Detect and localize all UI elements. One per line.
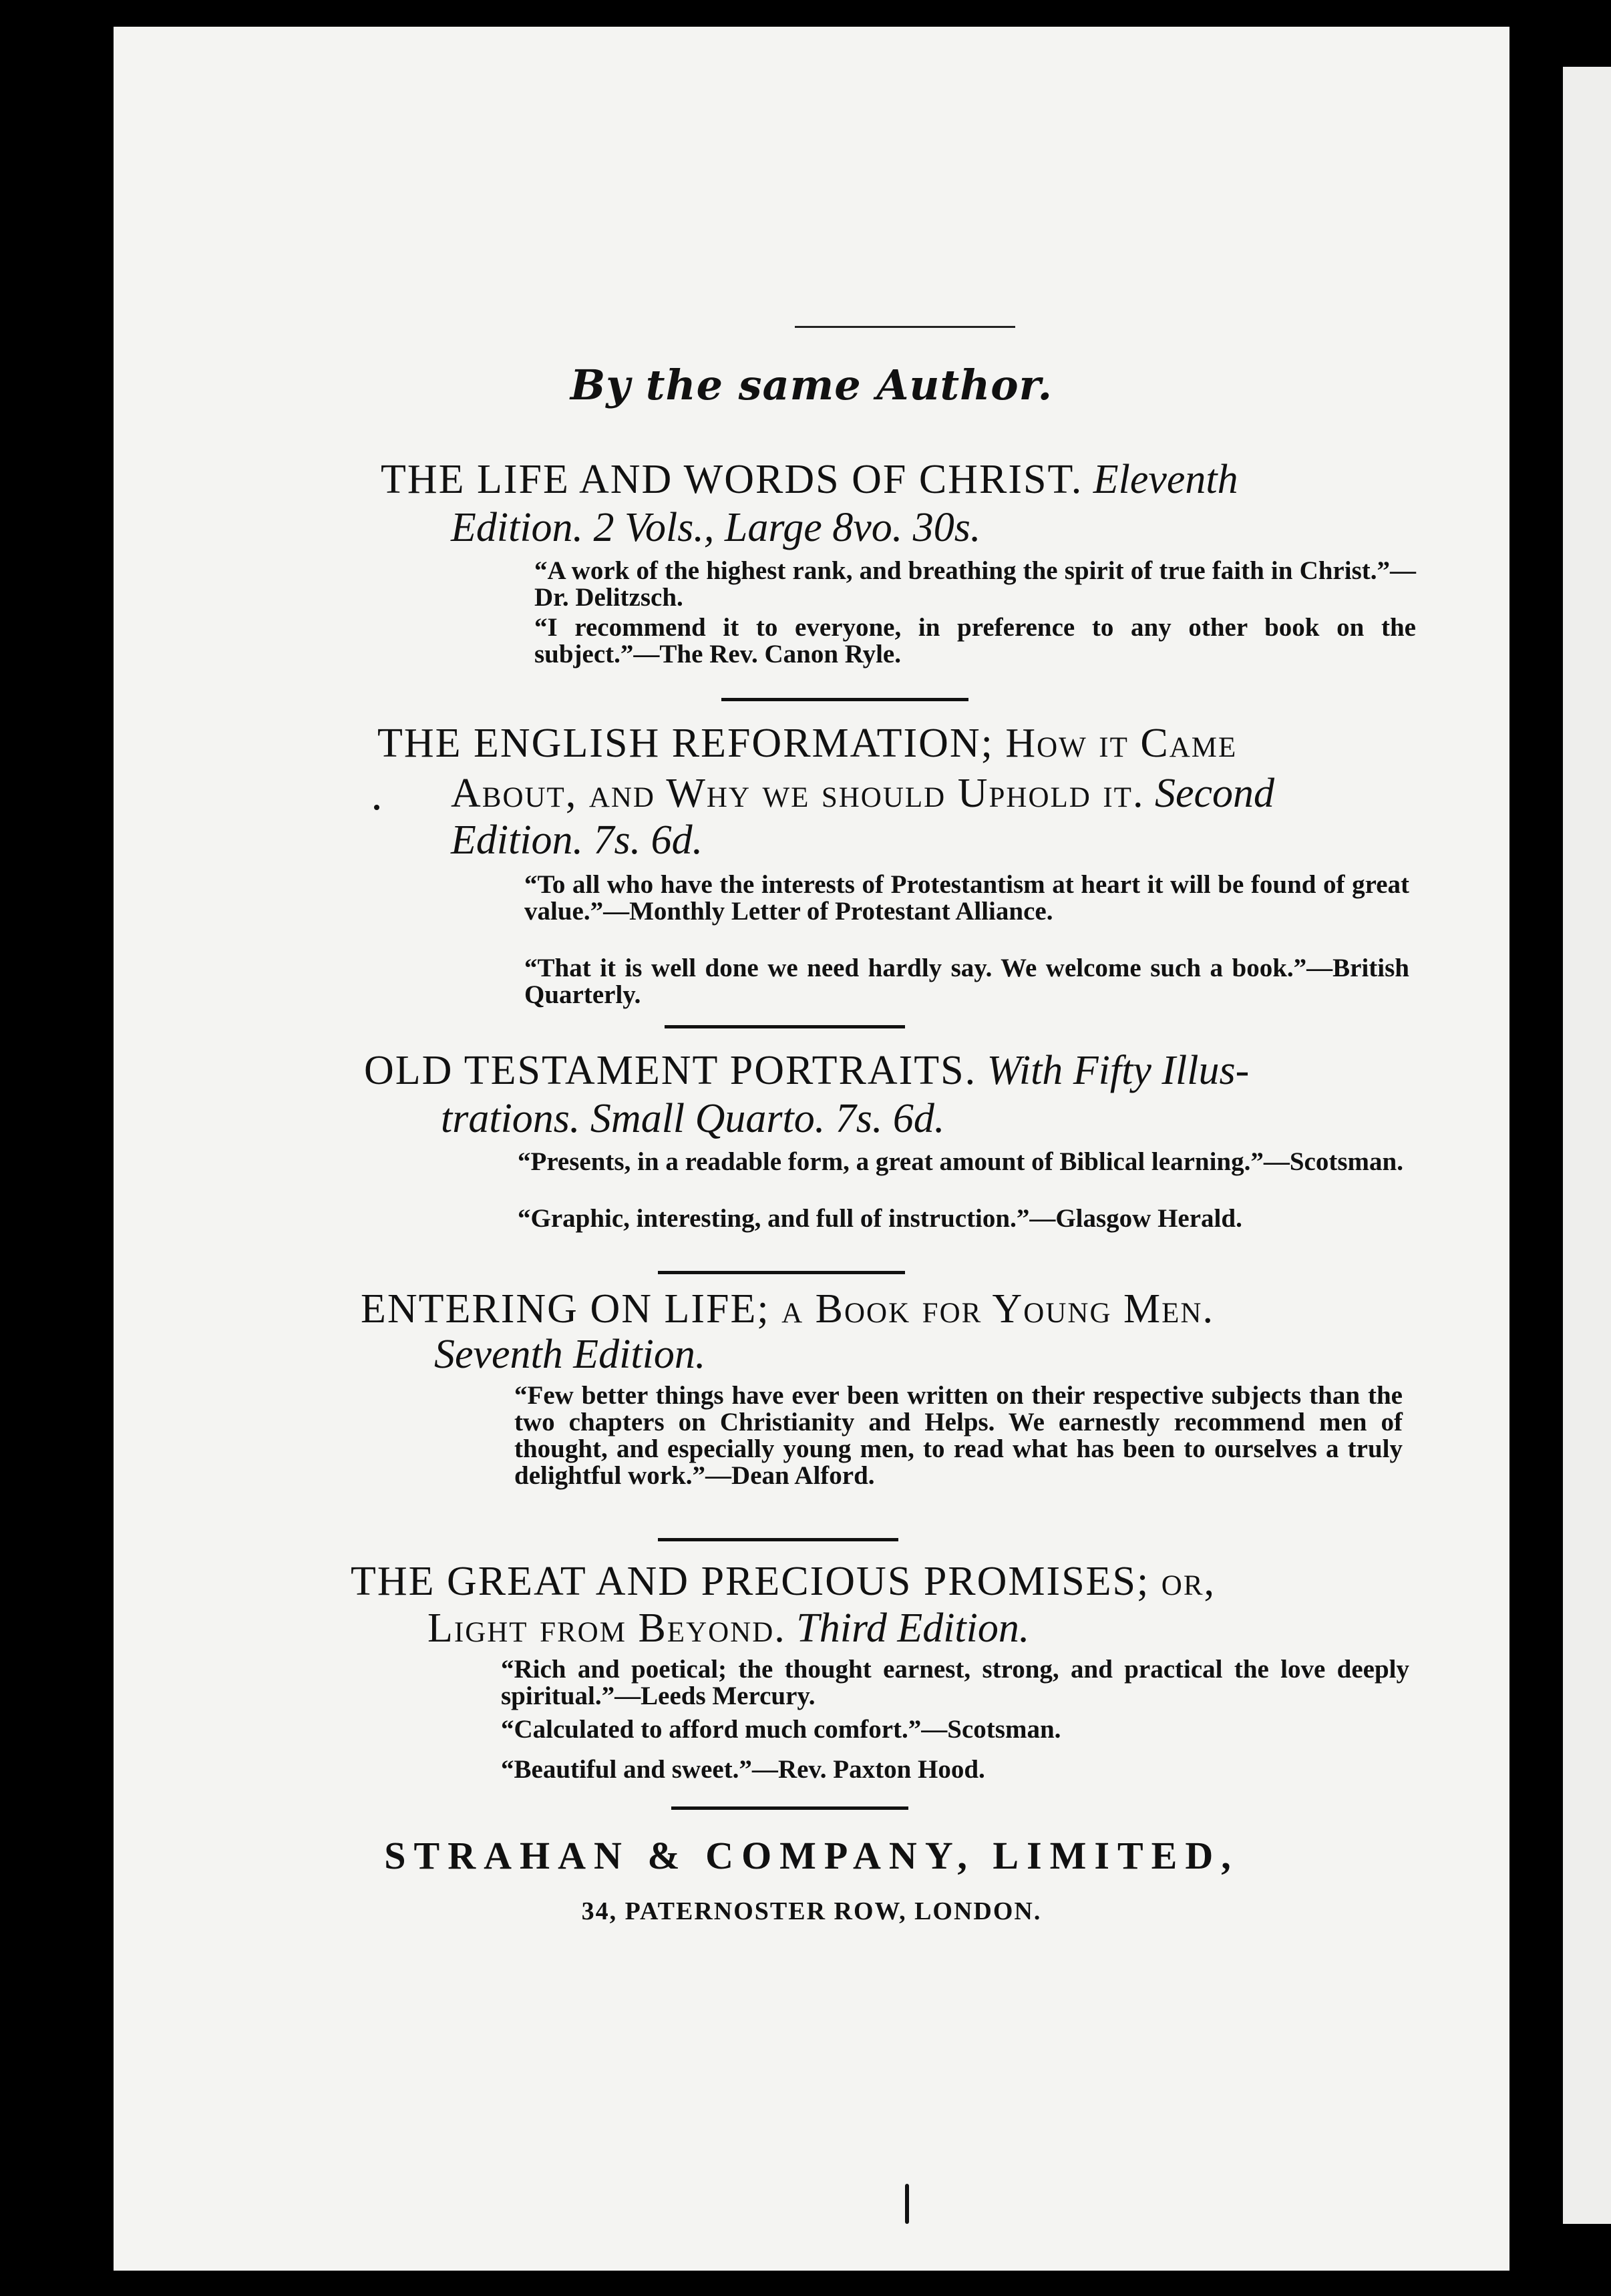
- entry-4-title-line2: Seventh Edition.: [434, 1332, 706, 1377]
- adjacent-page-edge: [1563, 67, 1611, 2224]
- entry-1-title-line2: Edition. 2 Vols., Large 8vo. 30s.: [451, 505, 981, 550]
- publisher-address: 34, PATERNOSTER ROW, LONDON.: [581, 1897, 1042, 1925]
- divider-rule: [658, 1271, 905, 1274]
- entry-3-title-line1: OLD TESTAMENT PORTRAITS. With Fifty Illus-: [364, 1048, 1250, 1093]
- entry-2-title-line1: THE ENGLISH REFORMATION; How it Came: [377, 721, 1238, 766]
- scan-speck: [374, 805, 379, 810]
- entry-5-title-line1: THE GREAT AND PRECIOUS PROMISES; or,: [351, 1559, 1216, 1604]
- entry-3-quote-2: “Graphic, interesting, and full of instruction.”—Glasgow Herald.: [518, 1204, 1242, 1233]
- entry-4-quote-1: “Few better things have ever been written on their respective subjects than the two chapters on Christianity and Helps. We earnestly recommend men of thought, and especially young men, to read what has been to ourselves a truly delightful work.”—Dean Alford.: [514, 1381, 1403, 1490]
- section-heading: By the same Author.: [570, 361, 1053, 409]
- entry-1-title-line1: THE LIFE AND WORDS OF CHRIST. Eleventh: [381, 457, 1238, 502]
- entry-5-quote-2: “Calculated to afford much comfort.”—Scotsman.: [501, 1715, 1061, 1744]
- divider-rule: [721, 698, 968, 701]
- scan-speck: [905, 2184, 909, 2224]
- entry-1-quote-2: “I recommend it to everyone, in preference to any other book on the subject.”—The Rev. Canon Ryle.: [534, 613, 1416, 668]
- divider-rule: [665, 1025, 905, 1028]
- book-page: [114, 27, 1509, 2271]
- entry-3-title-line2: trations. Small Quarto. 7s. 6d.: [441, 1096, 945, 1141]
- entry-2-quote-1: “To all who have the interests of Protestantism at heart it will be found of great value.”—Monthly Letter of Protestant Alliance.: [524, 870, 1409, 926]
- entry-5-quote-1: “Rich and poetical; the thought earnest, strong, and practical the love deeply spiritual.”—Leeds Mercury.: [501, 1655, 1409, 1710]
- entry-2-title-line2: About, and Why we should Uphold it. Second: [451, 771, 1274, 816]
- entry-4-title-line1: ENTERING ON LIFE; a Book for Young Men.: [361, 1286, 1214, 1332]
- entry-5-title-line2: Light from Beyond. Third Edition.: [427, 1605, 1030, 1651]
- divider-rule: [658, 1538, 898, 1541]
- entry-2-quote-2: “That it is well done we need hardly say. We welcome such a book.”—British Quarterly.: [524, 954, 1409, 1009]
- entry-2-title-line3: Edition. 7s. 6d.: [451, 817, 703, 863]
- entry-3-quote-1: “Presents, in a readable form, a great amount of Biblical learning.”—Scotsman.: [518, 1147, 1403, 1176]
- entry-5-quote-3: “Beautiful and sweet.”—Rev. Paxton Hood.: [501, 1755, 985, 1784]
- header-rule: [795, 326, 1015, 328]
- divider-rule: [671, 1806, 908, 1810]
- publisher-name: STRAHAN & COMPANY, LIMITED,: [384, 1834, 1239, 1877]
- entry-1-quote-1: “A work of the highest rank, and breathing the spirit of true faith in Christ.”—Dr. Delitzsch.: [534, 556, 1416, 612]
